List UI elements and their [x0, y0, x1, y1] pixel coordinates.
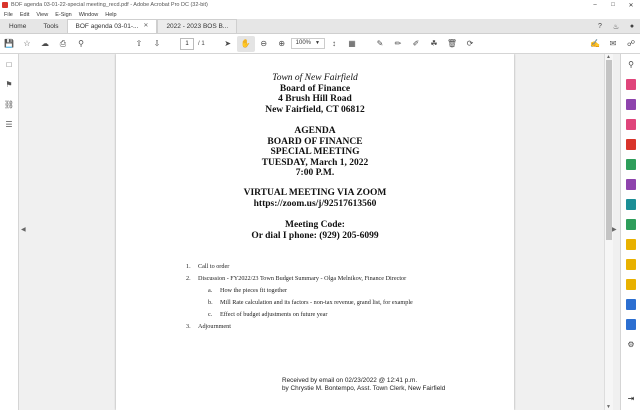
window-title: BOF agenda 03-01-22-special meeting_recd.pdf - Adobe Acrobat Pro DC (32-bit) [11, 2, 208, 8]
combine-files-icon[interactable] [621, 94, 640, 114]
minimize-button[interactable]: – [593, 2, 597, 8]
zoom-in-icon[interactable]: ⊕ [278, 39, 286, 48]
tab-document-2-label: 2022 - 2023 BOS B... [166, 23, 229, 30]
user-avatar-icon[interactable]: ● [629, 23, 635, 30]
tab-document-2[interactable] [157, 19, 237, 33]
fit-page-icon[interactable]: ↕ [331, 39, 336, 48]
menu-bar [0, 10, 640, 19]
search-tools-icon[interactable]: ⚲ [628, 59, 634, 69]
agenda-title: AGENDA [294, 126, 336, 136]
tab-tools[interactable]: Tools [43, 23, 59, 30]
tab-document-1-label: BOF agenda 03-01-... [75, 23, 139, 30]
prepare-form-icon[interactable] [621, 234, 640, 254]
upload-cloud-icon[interactable]: ☁ [41, 39, 49, 48]
stamp-icon[interactable]: ☘ [430, 39, 438, 48]
title-bar [0, 0, 640, 10]
print-production-icon[interactable] [621, 294, 640, 314]
close-window-button[interactable]: ✕ [628, 2, 634, 9]
received-line: Received by email on 02/23/2022 @ 12:41 p.m. [282, 377, 418, 384]
meeting-time: 7:00 P.M. [295, 168, 335, 178]
export-pdf-icon[interactable] [621, 134, 640, 154]
tab-home[interactable]: Home [9, 23, 27, 30]
tab-bar [0, 19, 640, 34]
edit-pdf-icon[interactable] [621, 114, 640, 134]
letterhead [116, 73, 514, 115]
create-pdf-icon[interactable] [621, 74, 640, 94]
zoom-out-icon[interactable]: ⊖ [260, 39, 268, 48]
virtual-meeting-info [116, 188, 514, 209]
town-name: Town of New Fairfield [272, 73, 358, 83]
scroll-down-icon[interactable]: ▼ [606, 404, 611, 410]
bookmarks-icon[interactable]: ⚑ [5, 79, 13, 89]
share-link-icon[interactable]: ☍ [626, 39, 636, 48]
search-icon[interactable]: ⚲ [78, 39, 84, 48]
dial-in-info [116, 220, 514, 241]
meeting-type: SPECIAL MEETING [270, 147, 360, 157]
collapse-left-panel-icon[interactable]: ◀ [21, 227, 26, 233]
expand-panel-icon[interactable]: ⇥ [627, 393, 635, 403]
hand-tool-icon[interactable]: ✋ [237, 36, 255, 52]
menu-window[interactable]: Window [78, 11, 99, 18]
list-item: 3. Adjournment [186, 323, 231, 330]
organize-pages-icon[interactable] [621, 154, 640, 174]
document-viewer[interactable] [28, 54, 604, 410]
meeting-heading [116, 126, 514, 179]
city-address: New Fairfield, CT 06812 [265, 104, 365, 115]
list-item: 2. Discussion - FY2022/23 Town Budget Summary - Olga Melnikov, Finance Director [186, 275, 407, 282]
zoom-level-value: 100% [295, 40, 312, 46]
meeting-date: TUESDAY, March 1, 2022 [261, 157, 369, 168]
draw-icon[interactable]: ✐ [412, 39, 420, 48]
select-cursor-icon[interactable]: ➤ [224, 39, 232, 48]
delete-icon[interactable]: 🗑 [446, 39, 458, 48]
dial-in-phone: Or dial I phone: (929) 205-6099 [251, 230, 379, 241]
menu-file[interactable]: File [4, 11, 13, 18]
maximize-button[interactable]: □ [611, 2, 615, 8]
rotate-icon[interactable]: ⟳ [466, 39, 474, 48]
menu-edit[interactable]: Edit [19, 11, 30, 18]
zoom-level-select[interactable] [291, 38, 325, 49]
bookmark-star-icon[interactable]: ☆ [23, 39, 31, 48]
comment-bubble-icon[interactable] [621, 274, 640, 294]
fill-sign-tool-icon[interactable] [621, 194, 640, 214]
menu-view[interactable]: View [36, 11, 49, 18]
chevron-down-icon: ▼ [315, 40, 320, 46]
scrollbar-thumb[interactable] [606, 60, 612, 240]
comment-icon[interactable]: ✎ [376, 39, 384, 48]
print-icon[interactable]: ⎙ [59, 38, 67, 48]
save-icon[interactable]: 💾 [4, 39, 14, 48]
left-nav-rail [0, 54, 19, 410]
page-number-input[interactable]: 1 [180, 38, 194, 50]
layers-icon[interactable]: ☰ [5, 119, 13, 129]
scan-ocr-icon[interactable] [621, 214, 640, 234]
highlight-icon[interactable]: ✏ [394, 39, 402, 48]
close-icon[interactable]: ✕ [143, 23, 149, 29]
clerk-line: by Chrystie M. Bontempo, Asst. Town Clerk, New Fairfield [282, 385, 446, 392]
tab-document-1[interactable] [67, 19, 158, 33]
scroll-mode-icon[interactable]: ▦ [348, 39, 356, 48]
board-title: BOARD OF FINANCE [267, 136, 363, 147]
help-icon[interactable]: ? [598, 23, 602, 30]
virtual-meeting-label: VIRTUAL MEETING VIA ZOOM [243, 188, 387, 198]
page-total: / 1 [198, 40, 205, 47]
board-name: Board of Finance [279, 83, 351, 94]
more-tools-icon[interactable]: ⚙ [627, 339, 635, 349]
pdf-page [116, 54, 514, 410]
attachments-icon[interactable]: ⛓ [3, 99, 15, 109]
list-item: b. Mill Rate calculation and its factors - non-tax revenue, grand list, for example [208, 299, 413, 306]
list-item: c. Effect of budget adjustments on future year [208, 311, 328, 318]
comment-tool-icon[interactable] [621, 174, 640, 194]
send-for-signature-icon[interactable] [621, 254, 640, 274]
previous-page-icon[interactable]: ⇧ [135, 39, 143, 48]
fill-sign-icon[interactable]: ✍ [590, 39, 600, 48]
list-item: 1. Call to order [186, 263, 230, 270]
notification-bell-icon[interactable]: ♨ [612, 23, 620, 31]
page-thumbnails-icon[interactable]: □ [6, 59, 12, 69]
list-item: a. How the pieces fit together [208, 287, 288, 294]
right-tools-rail [620, 54, 640, 410]
street-address: 4 Brush Hill Road [278, 94, 352, 104]
agenda-list [186, 263, 506, 335]
zoom-link[interactable]: https://zoom.us/j/92517613560 [253, 198, 377, 209]
main-toolbar [0, 34, 640, 54]
collapse-right-panel-icon[interactable]: ▶ [612, 227, 617, 233]
scroll-up-icon[interactable]: ▲ [606, 54, 611, 60]
next-page-icon[interactable]: ⇩ [153, 39, 161, 48]
menu-help[interactable]: Help [105, 11, 117, 18]
menu-esign[interactable]: E-Sign [55, 11, 72, 18]
email-icon[interactable]: ✉ [609, 39, 617, 48]
protect-shield-icon[interactable] [621, 314, 640, 334]
meeting-code-label: Meeting Code: [285, 220, 345, 230]
received-stamp [282, 377, 445, 393]
acrobat-icon [2, 2, 8, 8]
